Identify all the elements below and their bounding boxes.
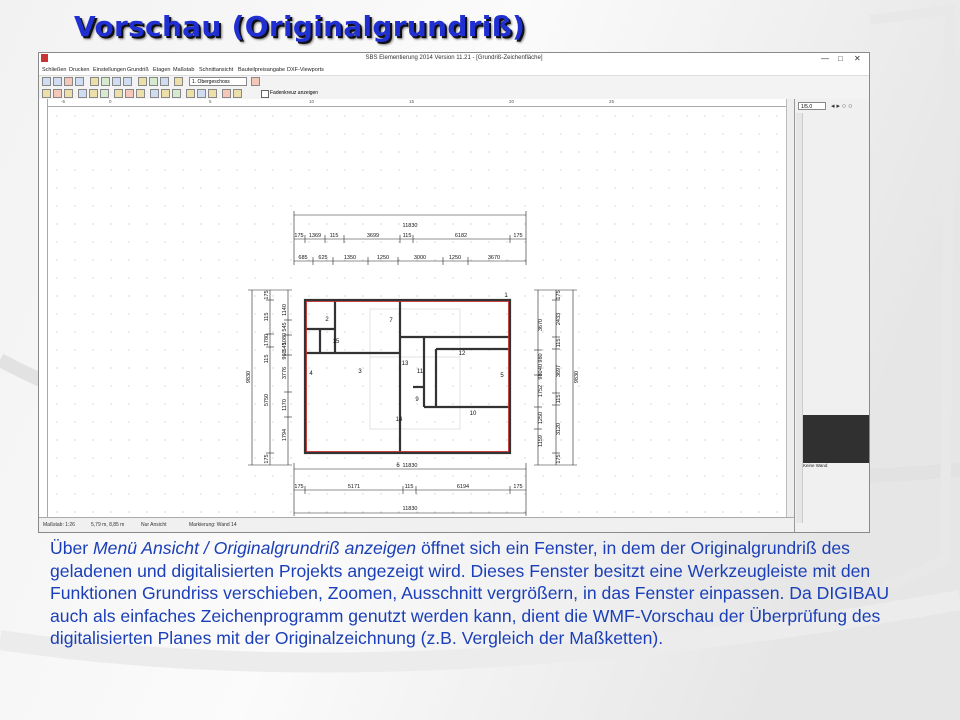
room-label: 1 (504, 293, 508, 299)
dim-label: 1794 (282, 428, 288, 442)
dim-label: 115 (556, 338, 562, 348)
room-label: 12 (458, 351, 466, 357)
dim-label: 3120 (556, 422, 562, 436)
dim-bottom-inner: 11830 (402, 463, 418, 469)
ruler-left (39, 99, 48, 517)
room-label: 4 (309, 371, 313, 377)
layer-icon[interactable] (149, 77, 158, 86)
fadenkreuz-label: Fadenkreuz anzeigen (270, 90, 319, 96)
dim-label: 175 (513, 233, 523, 239)
room-label: 2 (325, 317, 329, 323)
room-label: 5 (500, 373, 504, 379)
print-icon[interactable] (150, 89, 159, 98)
walls (305, 300, 510, 453)
dim-label: 3670 (487, 255, 501, 261)
pan-icon[interactable] (90, 77, 99, 86)
floor-icon[interactable] (174, 77, 183, 86)
dim-label: 1250 (376, 255, 390, 261)
dim-label: 625 (318, 255, 328, 261)
opening-tool-icon[interactable] (100, 89, 109, 98)
dim-label: 1350 (343, 255, 357, 261)
room-label: 15 (332, 339, 340, 345)
dim-label: 115 (264, 354, 270, 364)
dim-label: 115 (329, 233, 339, 239)
dim-label: 175 (294, 233, 304, 239)
preview-icon[interactable] (172, 89, 181, 98)
dim-label: 960 (282, 350, 288, 360)
drawing-canvas[interactable] (48, 107, 786, 517)
dim-label: 1170 (282, 399, 288, 411)
wall-preview-panel (803, 415, 869, 463)
dim-right-total: 9830 (574, 370, 580, 384)
dim-label: 1140 (282, 304, 288, 316)
zoom-icon[interactable] (53, 77, 62, 86)
settings-icon[interactable] (186, 89, 195, 98)
menu-etagen[interactable]: Etagen (153, 67, 171, 73)
delete-icon[interactable] (64, 77, 73, 86)
dim-label: 545 (282, 342, 288, 352)
maximize-button[interactable]: □ (838, 54, 843, 63)
dim-label: 1159 (538, 435, 544, 447)
body-text-rest: öffnet sich ein Fenster, in dem der Originalgrundriß des geladenen und digitalisierten Projekts angezeigt wird. Dieses Fenster besitzt eine Werkzeugleiste mit den Funktionen Grundriss verschieben, Zoomen, Ausschnitt vergrößern, in das Fenster einpassen. Da DIGIBAU auch als einfaches Zeichenprogramm genutzt werden kann, dient die WMF-Vorschau der Überprüfung des digitalisierten Planes mit der Originalzeichnung (z.B. Vergleich der Maßketten). (50, 538, 890, 648)
dim-label: 5750 (264, 393, 270, 407)
menu-path-text: Menü Ansicht / Originalgrundriß anzeigen (93, 538, 417, 558)
dim-label: 175 (556, 454, 562, 464)
preview-side-panel (794, 99, 870, 532)
menu-drucken[interactable]: Drucken (69, 67, 90, 73)
ruler-tick: 5 (209, 99, 212, 104)
dim-label: 3000 (413, 255, 427, 261)
dim-label: 2433 (556, 312, 562, 326)
dim-label: 175 (264, 290, 270, 300)
undo-icon[interactable] (222, 89, 231, 98)
room-label: 7 (389, 318, 393, 324)
color-icon[interactable] (251, 77, 260, 86)
wall-tool-icon[interactable] (42, 89, 51, 98)
ruler-tick: 10 (309, 99, 315, 104)
select-tool-icon[interactable] (42, 77, 51, 86)
ruler-tick: 25 (609, 99, 615, 104)
dim-label: 545 (282, 322, 288, 332)
dim-left-total: 9830 (246, 370, 252, 384)
dim-label: 175 (556, 290, 562, 300)
fadenkreuz-checkbox[interactable] (261, 90, 269, 98)
dim-label: 175 (264, 454, 270, 464)
menu-grundriss[interactable]: Grundriß (127, 67, 149, 73)
measure-icon[interactable] (138, 77, 147, 86)
ruler-tick: 15 (409, 99, 415, 104)
dim-label: 5171 (347, 484, 361, 490)
move-icon[interactable] (75, 77, 84, 86)
body-text-start: Über (50, 538, 94, 558)
close-button[interactable]: ✕ (854, 54, 861, 63)
export-icon[interactable] (161, 89, 170, 98)
dim-label: 175 (294, 484, 304, 490)
ruler-tick: 0 (109, 99, 112, 104)
dim-label: 3670 (538, 318, 544, 332)
help-icon[interactable] (197, 89, 206, 98)
dim-label: 980 (538, 370, 544, 380)
door-tool-icon[interactable] (53, 89, 62, 98)
dim-label: 175 (513, 484, 523, 490)
menu-dxf-viewports[interactable]: DXF-Viewports (287, 67, 324, 73)
dim-label: 6182 (454, 233, 468, 239)
dim-label: 40 (538, 363, 544, 371)
dim-label: 115 (264, 312, 270, 322)
scale-input[interactable]: 1/5.0 (798, 102, 826, 110)
preview-nav-controls[interactable]: ◂ ▸ ○ ○ (831, 103, 853, 110)
room-label: 3 (358, 369, 362, 375)
dim-label: 685 (298, 255, 308, 261)
dimension-tool-icon[interactable] (125, 89, 134, 98)
floor-select[interactable]: 1. Obergeschoss (189, 77, 247, 86)
ruler-tick: 20 (509, 99, 515, 104)
stair-tool-icon[interactable] (78, 89, 87, 98)
zoom-in-icon[interactable] (112, 77, 121, 86)
zoom-out-icon[interactable] (123, 77, 132, 86)
room-label: 9 (415, 397, 419, 403)
dim-label: 980 (538, 353, 544, 363)
dim-label: 1250 (448, 255, 462, 261)
menu-schnittansicht[interactable]: Schnittansicht (199, 67, 234, 73)
app-titlebar (39, 53, 869, 65)
floor-plan (48, 107, 786, 517)
status-scale: Maßstab: 1:26 (43, 522, 75, 528)
room-label: 6 (396, 463, 400, 469)
text-tool-icon[interactable] (114, 89, 123, 98)
dim-label: 1250 (538, 411, 544, 425)
dim-label: 1080 (282, 332, 288, 346)
status-selection: Markierung: Wand 14 (189, 522, 237, 528)
menu-bauteilpreisangabe[interactable]: Bauteilpreisangabe (238, 67, 286, 73)
status-bar (39, 517, 794, 533)
app-screenshot (38, 52, 870, 533)
dim-label: 1369 (308, 233, 322, 239)
ruler-tick: -5 (61, 99, 66, 104)
minimize-button[interactable]: — (821, 54, 829, 63)
room-label: 11 (416, 369, 424, 375)
grid-icon[interactable] (160, 77, 169, 86)
redo-icon[interactable] (233, 89, 242, 98)
room-label: 13 (401, 361, 409, 367)
hatch-tool-icon[interactable] (136, 89, 145, 98)
dim-label: 6194 (456, 484, 470, 490)
fit-window-icon[interactable] (101, 77, 110, 86)
ruler-top (47, 99, 791, 107)
roof-tool-icon[interactable] (89, 89, 98, 98)
menu-bar (39, 65, 869, 76)
slide-title: Vorschau (Originalgrundriß) (74, 10, 526, 43)
info-icon[interactable] (208, 89, 217, 98)
preview-label: Keine Wand (803, 463, 828, 468)
menu-schliessen[interactable]: Schließen (42, 67, 67, 73)
window-title: SBS Elementierung 2014 Version 11.21 - [Grundriß-Zeichenfläche] (365, 55, 543, 61)
room-label: 10 (469, 411, 477, 417)
side-scrollbar[interactable] (796, 113, 803, 523)
status-mode: Nur Ansicht (141, 522, 167, 528)
dim-label: 115 (402, 233, 412, 239)
slide-body-text (50, 537, 920, 650)
dim-label: 115 (404, 484, 414, 490)
menu-einstellungen[interactable]: Einstellungen (93, 67, 127, 73)
dim-label: 3697 (556, 364, 562, 378)
dim-label: 3776 (282, 366, 288, 380)
room-label: 14 (395, 417, 403, 423)
menu-massstab[interactable]: Maßstab (173, 67, 195, 73)
dim-top-total: 11830 (402, 223, 418, 229)
dim-label: 115 (556, 394, 562, 404)
dim-bottom-total: 11830 (402, 506, 418, 512)
dim-label: 1780 (264, 333, 270, 347)
status-coordinates: 5,79 m, 8,85 m (91, 522, 125, 528)
dim-label: 1752 (538, 384, 544, 398)
window-tool-icon[interactable] (64, 89, 73, 98)
dim-label: 3699 (366, 233, 380, 239)
